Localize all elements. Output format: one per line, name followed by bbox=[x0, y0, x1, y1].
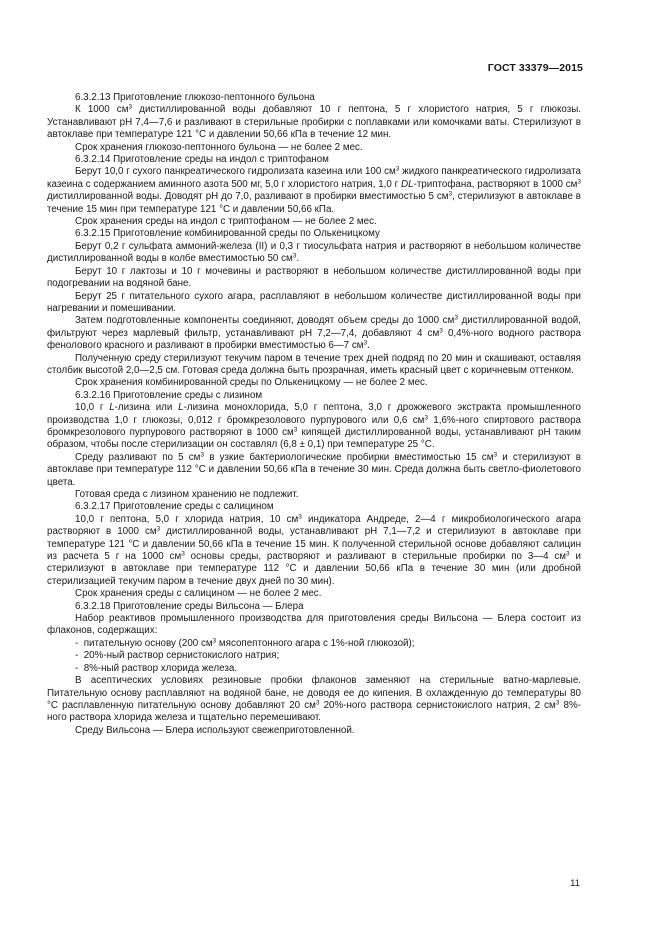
paragraph: Срок хранения среды с салицином — не более 2 мес. bbox=[75, 588, 322, 600]
paragraph: Срок хранения комбинированной среды по Олькеницкому — не более 2 мес. bbox=[75, 377, 428, 389]
paragraph: 10,0 г пептона, 5,0 г хлорида натрия, 10 $см^3$ индикатора Андреде, 2—4 г микробиологического агара растворяют в 1000 $см^3$ дистиллированной воды, устанавливают рН 7,1—7,2 и стерилизуют в автоклаве при температуре 121 °С и давлении 50,66 кПа в течение 15 мин. К полученной стерильной основе добавляют салицин из расчета 5 г на 1000 $см^3$ основы среды, растворяют и разливают в стерильные пробирки по 3—4 $см^3$ и стерилизуют в автоклаве при температуре 112 °С и давлении 50,66 кПа в течение 30 мин (или дробной стерилизацией текучим паром в течение двух дней по 30 мин). bbox=[47, 513, 581, 587]
paragraph: Набор реактивов промышленного производства для приготовления среды Вильсона — Блера состоит из флаконов, содержащих: bbox=[47, 613, 581, 637]
paragraph: Берут 25 г питательного сухого агара, расплавляют в небольшом количестве дистиллированной воды при нагревании и помешивании. bbox=[47, 290, 581, 314]
paragraph: Среду Вильсона — Блера используют свежеприготовленной. bbox=[75, 724, 355, 736]
document-id: ГОСТ 33379—2015 bbox=[487, 62, 583, 74]
paragraph: Срок хранения среды на индол с триптофаном — не более 2 мес. bbox=[75, 216, 377, 228]
page-number: 11 bbox=[570, 878, 580, 889]
paragraph: В асептических условиях резиновые пробки флаконов заменяют на стерильные ватно-марлевые. Питательную основу расплавляют на водяной бане, не доводя ее до кипения. В охлажденную до температуры 80 °С расплавленную питательную основу добавляют 20 $см^3$ 20%-ного раствора сернистокислого натрия, 2 $см^3$ 8%-ного раствора хлорида железа и тщательно перемешивают. bbox=[47, 675, 581, 724]
paragraph: Берут 0,2 г сульфата аммоний-железа (II) и 0,3 г тиосульфата натрия и растворяют в небольшом количестве дистиллированной воды в колбе вместимостью 50 $см^3$. bbox=[47, 240, 581, 265]
paragraph: Полученную среду стерилизуют текучим паром в течение трех дней подряд по 20 мин и скашивают, оставляя столбик высотой 2,0—2,5 см. Готовая среда должна быть прозрачная, иметь красный цвет с коричневым оттенком. bbox=[47, 352, 581, 376]
list-item: - питательную основу (200 $см^3$ мясопептонного агара с 1%-ной глюкозой); bbox=[75, 637, 415, 649]
paragraph: 6.3.2.14 Приготовление среды на индол с триптофаном bbox=[75, 154, 329, 166]
paragraph: Берут 10 г лактозы и 10 г мочевины и растворяют в небольшом количестве дистиллированной воды при подогревании на водяной бане. bbox=[47, 265, 581, 290]
list-item: - 8%-ный раствор хлорида железа. bbox=[75, 662, 238, 674]
document-body bbox=[47, 92, 581, 737]
paragraph: Берут 10,0 г сухого панкреатического гидролизата казеина или 100 $см^3$ жидкого панкреатического гидролизата казеина с содержанием аминного азота 500 мг, 5,0 г хлористого натрия, 1,0 г DL-триптофана, растворяют в 1000 $см^3$ дистиллированной воды. Доводят рН до 7,0, разливают в пробирки вместимостью 5 $см^3$, стерилизуют в автоклаве в течение 15 мин при температуре 121 °С и давлении 50,66 кПа. bbox=[47, 165, 582, 215]
paragraph: 6.3.2.16 Приготовление среды с лизином bbox=[75, 389, 263, 401]
paragraph: Срок хранения глюкозо-пептонного бульона — не более 2 мес. bbox=[75, 141, 363, 153]
paragraph: 6.3.2.17 Приготовление среды с салицином bbox=[75, 501, 274, 513]
paragraph: 10,0 г L-лизина или L-лизина монохлорида, 5,0 г пептона, 3,0 г дрожжевого экстракта промышленного производства 1,0 г глюкозы, 0,012 г бромкрезолового пурпурового или 0,6 $см^3$ 1,6%-ного спиртового раствора бромкрезолового пурпурового растворяют в 1000 $см^3$ кипящей дистиллированной воды, устанавливают рН таким образом, чтобы после стерилизации он составлял (6,8 ± 0,1) при температуре 25 °С. bbox=[47, 402, 581, 451]
paragraph: Готовая среда с лизином хранению не подлежит. bbox=[75, 489, 299, 500]
paragraph: 6.3.2.18 Приготовление среды Вильсона — Блера bbox=[75, 600, 304, 612]
list-item: - 20%-ный раствор сернистокислого натрия; bbox=[75, 650, 280, 662]
paragraph: Затем подготовленные компоненты соединяют, доводят объем среды до 1000 $см^3$ дистиллированной водой, фильтруют через марлевый фильтр, устанавливают рН 7,2—7,4, добавляют 4 $см^3$ 0,4%-ного водного раствора фенолового красного и разливают в пробирки вместимостью 6—7 $см^3$. bbox=[47, 314, 582, 352]
paragraph: К 1000 $см^3$ дистиллированной воды добавляют 10 г пептона, 5 г хлористого натрия, 5 г глюкозы. Устанавливают рН 7,4—7,6 и разливают в стерильные пробирки с поплавками или комочками ваты. Стерилизуют в автоклаве при температуре 121 °С и давлении 50,66 кПа в течение 12 мин. bbox=[47, 103, 581, 141]
paragraph: 6.3.2.15 Приготовление комбинированной среды по Олькеницкому bbox=[75, 228, 380, 240]
paragraph: 6.3.2.13 Приготовление глюкозо-пептонного бульона bbox=[75, 92, 315, 103]
paragraph: Среду разливают по 5 $см^3$ в узкие бактериологические пробирки вместимостью 15 $см^3$ и стерилизуют в автоклаве при температуре 112 °С и давлении 50,66 кПа в течение 30 мин. Среда должна быть светло-фиолетового цвета. bbox=[47, 451, 581, 488]
